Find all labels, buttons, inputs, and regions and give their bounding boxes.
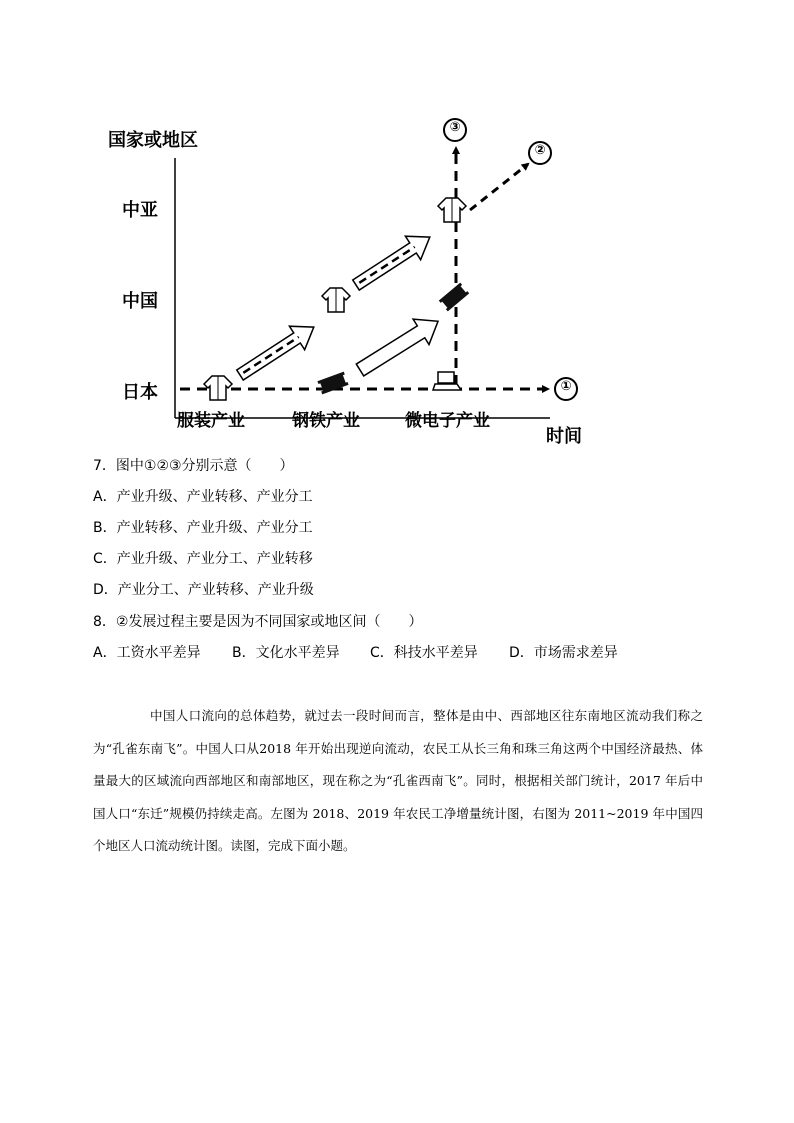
steel-beam-icon: [439, 283, 469, 312]
clothing-icon: [438, 198, 466, 222]
clothing-icon: [204, 376, 232, 400]
question-8-option-a: A．工资水平差异: [93, 645, 201, 661]
steel-beam-icon: [317, 372, 348, 395]
diagram-graphics: [0, 0, 794, 450]
reading-passage: 中国人口流向的总体趋势，就过去一段时间而言，整体是由中、西部地区往东南地区流动我们称之为“孔雀东南飞”。中国人口从2018 年开始出现逆向流动，农民工从长三角和珠三角这两个中国经济最热、体量最大的区域流向西部地区和南部地区，现在称之为“孔雀西南飞”。同时，根据相关部门统计，2017 年后中国人口“东迁”规模仍持续走高。左图为 2018、2019 年农民工净增量统计图，右图为 2011~2019 年中国四个地区人口流动统计图。读图，完成下面小题。: [93, 708, 703, 853]
hollow-arrow-japan-china: [232, 315, 321, 386]
arrow-2-line: [470, 164, 528, 210]
question-7-option-b: B．产业转移、产业升级、产业分工: [93, 520, 313, 536]
question-8-option-c: C．科技水平差异: [370, 645, 478, 661]
region-label-china: 中国: [122, 291, 158, 312]
marker-1-label: ①: [560, 379, 572, 394]
question-7-stem: 7．图中①②③分别示意（ ）: [93, 458, 294, 474]
clothing-icon: [322, 288, 350, 312]
industry-label-microelectronics: 微电子产业: [405, 411, 490, 431]
region-label-japan: 日本: [122, 382, 158, 403]
marker-3-label: ③: [449, 120, 461, 135]
marker-2-label: ②: [534, 143, 546, 158]
region-label-central-asia: 中亚: [122, 200, 158, 221]
industry-transfer-diagram: [0, 0, 794, 450]
hollow-arrow-china-centralasia: [348, 225, 437, 296]
question-8-option-b: B．文化水平差异: [232, 645, 340, 661]
question-7-option-c: C．产业升级、产业分工、产业转移: [93, 551, 313, 567]
y-axis-title: 国家或地区: [108, 130, 198, 151]
hollow-arrow-steel: [352, 309, 446, 383]
question-7-option-d: D．产业分工、产业转移、产业升级: [93, 582, 314, 598]
x-axis-title: 时间: [546, 426, 582, 447]
industry-label-clothing: 服装产业: [177, 411, 245, 431]
industry-label-steel: 钢铁产业: [292, 411, 360, 431]
question-8-option-d: D．市场需求差异: [509, 645, 618, 661]
question-8-stem: 8．②发展过程主要是因为不同国家或地区间（ ）: [93, 614, 423, 630]
question-7-option-a: A．产业升级、产业转移、产业分工: [93, 489, 313, 505]
